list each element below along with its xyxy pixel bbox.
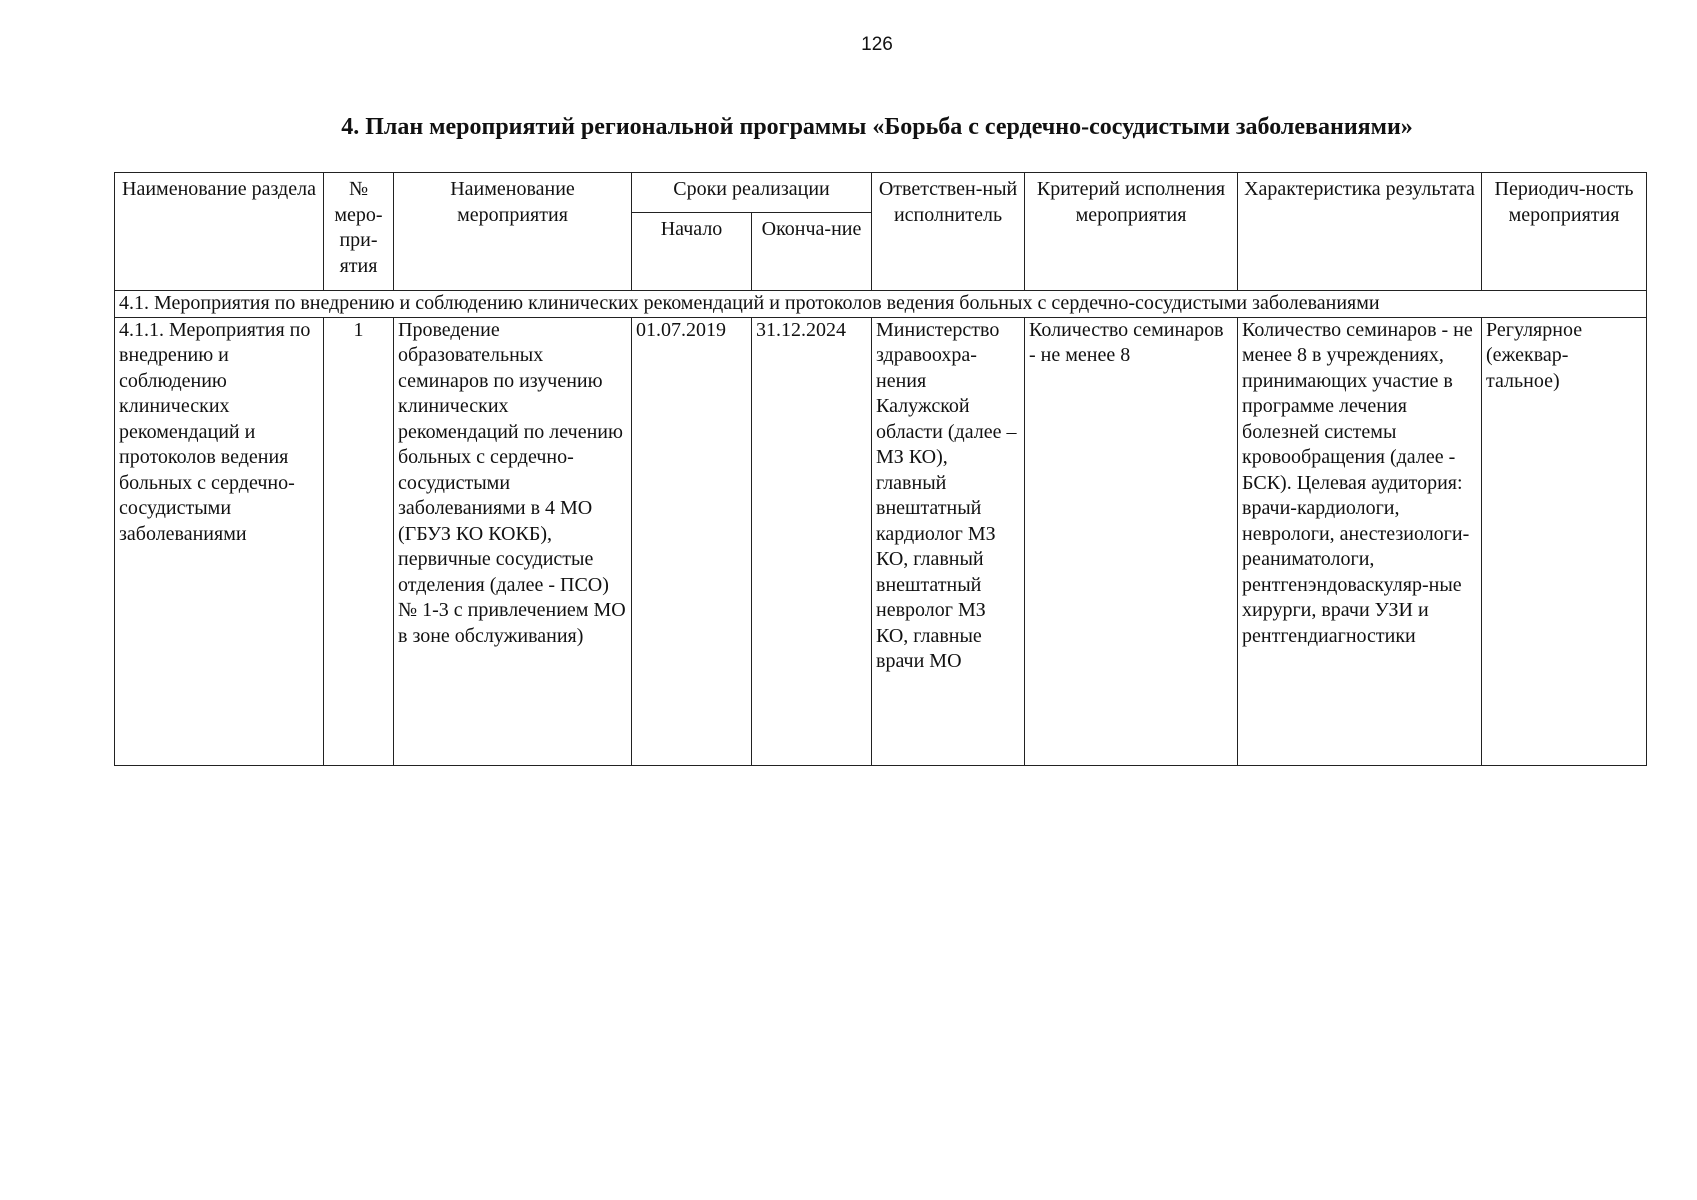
activity-plan-table (114, 172, 1647, 766)
cell-activity-name: Проведение образовательных семинаров по изучению клинических рекомендаций по лечению больных с сердечно-сосудистыми заболеваниями в 4 МО (ГБУЗ КО КОКБ), первичные сосудистые отделения (далее - ПСО) № 1-3 с привлечением МО в зоне обслуживания) (394, 317, 632, 765)
cell-end-date: 31.12.2024 (752, 317, 872, 765)
cell-periodicity: Регулярное (ежеквар-тальное) (1482, 317, 1647, 765)
page-number: 126 (861, 34, 893, 55)
header-activity-name: Наименование мероприятия (394, 173, 632, 291)
header-number: № меро-при-ятия (324, 173, 394, 291)
header-start: Начало (632, 213, 752, 291)
cell-result: Количество семинаров - не менее 8 в учреждениях, принимающих участие в программе лечения болезней системы кровообращения (далее - БСК). Целевая аудитория: врачи-кардиологи, неврологи, анестезиологи-реаниматологи, рентгенэндоваскуляр-ные хирурги, врачи УЗИ и рентгендиагностики (1238, 317, 1482, 765)
section-row-title: 4.1. Мероприятия по внедрению и соблюдению клинических рекомендаций и протоколов ведения больных с сердечно-сосудистыми заболеваниями (115, 291, 1647, 318)
cell-section-name: 4.1.1. Мероприятия по внедрению и соблюдению клинических рекомендаций и протоколов ведения больных с сердечно-сосудистыми заболеваниями (115, 317, 324, 765)
header-periodicity: Периодич-ность мероприятия (1482, 173, 1647, 291)
cell-number: 1 (324, 317, 394, 765)
page-title: 4. План мероприятий региональной программы «Борьба с сердечно-сосудистыми заболеваниями» (341, 114, 1413, 140)
header-result: Характеристика результата (1238, 173, 1482, 291)
header-timeframe: Сроки реализации (632, 173, 872, 213)
section-row (115, 291, 1647, 318)
table-row (115, 317, 1647, 765)
header-end: Оконча-ние (752, 213, 872, 291)
cell-responsible: Министерство здравоохра-нения Калужской области (далее – МЗ КО), главный внештатный кардиолог МЗ КО, главный внештатный невролог МЗ КО, главные врачи МО (872, 317, 1025, 765)
header-section-name: Наименование раздела (115, 173, 324, 291)
table-header-row (115, 173, 1647, 213)
cell-start-date: 01.07.2019 (632, 317, 752, 765)
cell-criterion: Количество семинаров - не менее 8 (1025, 317, 1238, 765)
header-criterion: Критерий исполнения мероприятия (1025, 173, 1238, 291)
header-responsible: Ответствен-ный исполнитель (872, 173, 1025, 291)
